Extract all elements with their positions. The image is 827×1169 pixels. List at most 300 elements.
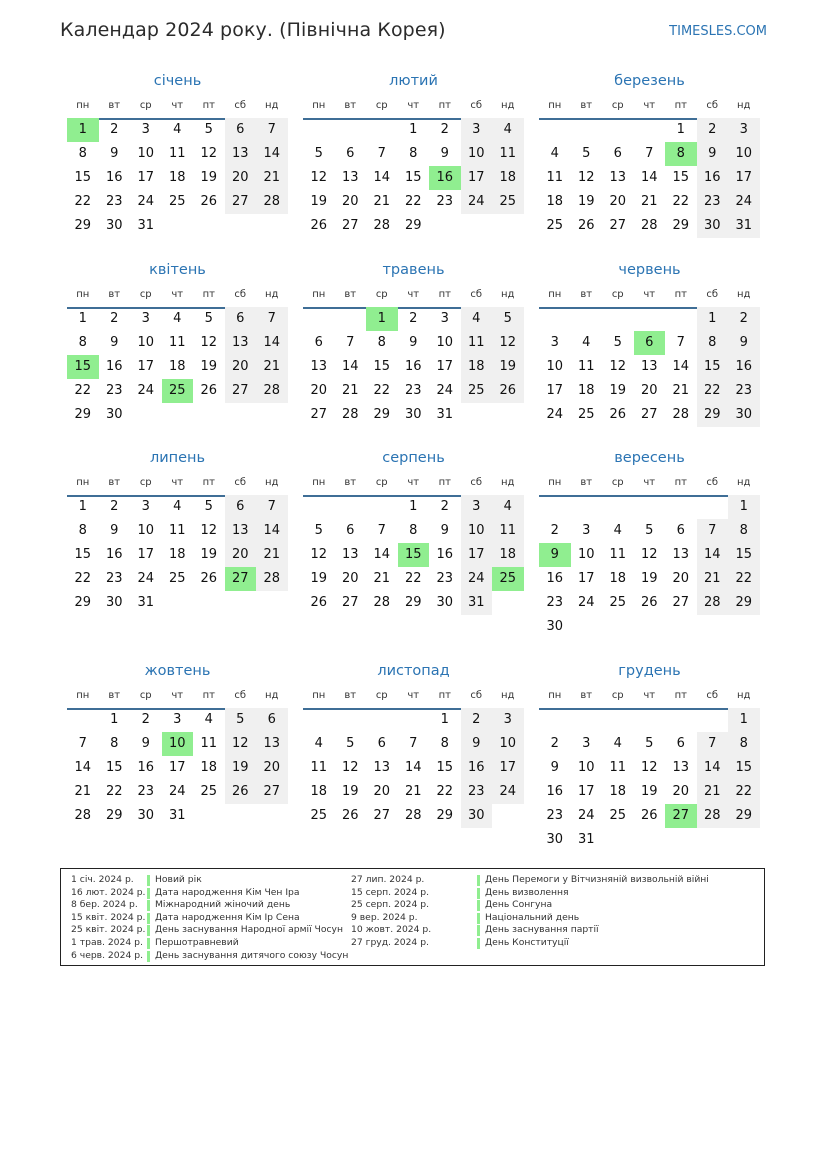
day-cell: 17 bbox=[436, 359, 454, 374]
day-cell: 28 bbox=[640, 218, 658, 233]
day-cell: 11 bbox=[609, 760, 627, 775]
legend-holiday-name: День заснування дитячого союзу Чосун bbox=[155, 949, 349, 961]
day-cell: 26 bbox=[200, 194, 218, 209]
day-cell: 3 bbox=[492, 708, 524, 732]
day-cell: 14 bbox=[373, 547, 391, 562]
day-cell: 17 bbox=[577, 571, 595, 586]
weekday-header: нд bbox=[501, 289, 515, 300]
day-cell: 23 bbox=[546, 808, 564, 823]
day-cell: 5 bbox=[346, 736, 355, 751]
day-cell: 1 bbox=[78, 311, 87, 326]
holiday-swatch-icon bbox=[477, 875, 480, 886]
legend-item bbox=[71, 887, 351, 900]
day-cell: 22 bbox=[697, 379, 729, 403]
day-cell: 28 bbox=[74, 808, 92, 823]
day-cell: 9 bbox=[697, 142, 729, 166]
day-cell: 24 bbox=[577, 808, 595, 823]
day-cell: 1 bbox=[697, 307, 729, 331]
weekday-header: нд bbox=[265, 477, 279, 488]
day-cell: 8 bbox=[409, 146, 418, 161]
day-cell: 20 bbox=[341, 571, 359, 586]
day-cell: 9 bbox=[110, 146, 119, 161]
legend-date: 15 серп. 2024 р. bbox=[351, 886, 430, 898]
day-cell: 27 bbox=[225, 379, 257, 403]
day-cell: 26 bbox=[341, 808, 359, 823]
legend-item bbox=[71, 912, 351, 925]
day-cell: 10 bbox=[137, 146, 155, 161]
legend-holiday-name: Міжнародний жіночий день bbox=[155, 899, 291, 911]
weekday-header: пт bbox=[438, 100, 451, 111]
weekday-header: пн bbox=[312, 100, 326, 111]
day-cell: 29 bbox=[74, 218, 92, 233]
day-cell: 7 bbox=[256, 118, 288, 142]
day-cell: 4 bbox=[613, 523, 622, 538]
holiday-day-cell: 25 bbox=[162, 379, 194, 403]
day-cell: 28 bbox=[341, 407, 359, 422]
weekday-header: чт bbox=[643, 690, 656, 701]
day-cell: 9 bbox=[440, 146, 449, 161]
holiday-swatch-icon bbox=[477, 925, 480, 936]
day-cell: 26 bbox=[640, 808, 658, 823]
legend-item bbox=[351, 899, 751, 912]
holiday-swatch-icon bbox=[147, 951, 150, 962]
weekday-header: ср bbox=[375, 690, 388, 701]
weekday-header: сб bbox=[706, 289, 719, 300]
legend-holiday-name: Дата народження Кім Ір Сена bbox=[155, 911, 300, 923]
day-cell: 13 bbox=[672, 547, 690, 562]
month-name: січень bbox=[153, 73, 202, 89]
day-cell: 12 bbox=[200, 335, 218, 350]
weekday-header: пт bbox=[438, 477, 451, 488]
day-cell: 31 bbox=[577, 832, 595, 847]
day-cell: 30 bbox=[105, 407, 123, 422]
legend-item bbox=[351, 912, 751, 925]
day-cell: 10 bbox=[461, 519, 493, 543]
day-cell: 9 bbox=[141, 736, 150, 751]
holiday-day-cell: 10 bbox=[162, 732, 194, 756]
day-cell: 29 bbox=[404, 595, 422, 610]
holiday-swatch-icon bbox=[477, 913, 480, 924]
day-cell: 8 bbox=[78, 335, 87, 350]
day-cell: 1 bbox=[110, 712, 119, 727]
day-cell: 14 bbox=[640, 170, 658, 185]
day-cell: 24 bbox=[546, 407, 564, 422]
weekday-header: пт bbox=[674, 289, 687, 300]
day-cell: 3 bbox=[582, 736, 591, 751]
day-cell: 16 bbox=[461, 756, 493, 780]
day-cell: 2 bbox=[550, 736, 559, 751]
day-cell: 8 bbox=[78, 523, 87, 538]
holiday-swatch-icon bbox=[147, 888, 150, 899]
weekday-header: нд bbox=[265, 690, 279, 701]
day-cell: 14 bbox=[256, 519, 288, 543]
holiday-swatch-icon bbox=[477, 938, 480, 949]
day-cell: 4 bbox=[204, 712, 213, 727]
legend-item bbox=[351, 937, 751, 950]
weekday-header: нд bbox=[737, 289, 751, 300]
weekday-header: пн bbox=[548, 477, 562, 488]
weekday-header: сб bbox=[234, 477, 247, 488]
day-cell: 12 bbox=[577, 170, 595, 185]
day-cell: 12 bbox=[310, 170, 328, 185]
day-cell: 13 bbox=[225, 331, 257, 355]
day-cell: 4 bbox=[582, 335, 591, 350]
day-cell: 29 bbox=[74, 407, 92, 422]
day-cell: 2 bbox=[110, 499, 119, 514]
day-cell: 17 bbox=[728, 166, 760, 190]
holiday-day-cell: 9 bbox=[539, 543, 571, 567]
weekday-header: нд bbox=[501, 100, 515, 111]
legend-holiday-name: Першотравневий bbox=[155, 937, 239, 948]
day-cell: 7 bbox=[676, 335, 685, 350]
weekday-header: пт bbox=[202, 477, 215, 488]
day-cell: 1 bbox=[409, 499, 418, 514]
holiday-day-cell: 16 bbox=[429, 166, 461, 190]
holiday-day-cell: 1 bbox=[366, 307, 398, 331]
legend-date: 25 квіт. 2024 р. bbox=[71, 924, 146, 936]
day-cell: 19 bbox=[341, 784, 359, 799]
day-cell: 5 bbox=[204, 122, 213, 137]
day-cell: 3 bbox=[440, 311, 449, 326]
day-cell: 28 bbox=[373, 595, 391, 610]
day-cell: 19 bbox=[200, 170, 218, 185]
day-cell: 10 bbox=[461, 142, 493, 166]
weekday-header: чт bbox=[171, 289, 184, 300]
day-cell: 27 bbox=[373, 808, 391, 823]
holiday-swatch-icon bbox=[477, 888, 480, 899]
day-cell: 27 bbox=[341, 595, 359, 610]
page-title: Календар 2024 року. (Північна Корея) bbox=[60, 19, 446, 41]
weekday-header: ср bbox=[611, 690, 624, 701]
day-cell: 18 bbox=[168, 359, 186, 374]
day-cell: 4 bbox=[173, 311, 182, 326]
day-cell: 20 bbox=[672, 784, 690, 799]
day-cell: 12 bbox=[492, 331, 524, 355]
weekday-header: пн bbox=[76, 477, 90, 488]
day-cell: 23 bbox=[436, 571, 454, 586]
day-cell: 28 bbox=[256, 567, 288, 591]
day-cell: 24 bbox=[436, 383, 454, 398]
day-cell: 14 bbox=[256, 142, 288, 166]
day-cell: 6 bbox=[225, 118, 257, 142]
day-cell: 22 bbox=[74, 571, 92, 586]
holiday-swatch-icon bbox=[147, 875, 150, 886]
day-cell: 10 bbox=[137, 335, 155, 350]
day-cell: 27 bbox=[225, 190, 257, 214]
weekday-header: пт bbox=[202, 100, 215, 111]
day-cell: 22 bbox=[436, 784, 454, 799]
weekday-header: вт bbox=[344, 289, 357, 300]
day-cell: 15 bbox=[74, 547, 92, 562]
legend-date: 6 черв. 2024 р. bbox=[71, 949, 143, 961]
day-cell: 5 bbox=[314, 523, 323, 538]
day-cell: 12 bbox=[310, 547, 328, 562]
weekday-header: вт bbox=[580, 100, 593, 111]
day-cell: 4 bbox=[550, 146, 559, 161]
holiday-day-cell: 8 bbox=[665, 142, 697, 166]
day-cell: 18 bbox=[200, 760, 218, 775]
header-divider bbox=[539, 495, 760, 497]
day-cell: 30 bbox=[105, 595, 123, 610]
day-cell: 16 bbox=[404, 359, 422, 374]
day-cell: 2 bbox=[440, 122, 449, 137]
legend-date: 27 груд. 2024 р. bbox=[351, 937, 429, 948]
day-cell: 7 bbox=[256, 495, 288, 519]
weekday-header: пн bbox=[76, 289, 90, 300]
day-cell: 22 bbox=[404, 194, 422, 209]
day-cell: 20 bbox=[225, 543, 257, 567]
weekday-header: нд bbox=[737, 100, 751, 111]
day-cell: 15 bbox=[728, 756, 760, 780]
day-cell: 15 bbox=[436, 760, 454, 775]
day-cell: 22 bbox=[672, 194, 690, 209]
day-cell: 18 bbox=[168, 547, 186, 562]
day-cell: 28 bbox=[404, 808, 422, 823]
day-cell: 24 bbox=[728, 190, 760, 214]
day-cell: 6 bbox=[225, 495, 257, 519]
month-name: березень bbox=[614, 73, 685, 89]
day-cell: 4 bbox=[492, 118, 524, 142]
site-link[interactable]: TIMESLES.COM bbox=[669, 24, 767, 39]
day-cell: 20 bbox=[640, 383, 658, 398]
day-cell: 20 bbox=[225, 355, 257, 379]
day-cell: 23 bbox=[697, 190, 729, 214]
day-cell: 30 bbox=[436, 595, 454, 610]
month-name: серпень bbox=[382, 450, 445, 466]
day-cell: 16 bbox=[105, 359, 123, 374]
weekday-header: вт bbox=[580, 477, 593, 488]
day-cell: 13 bbox=[341, 547, 359, 562]
day-cell: 9 bbox=[461, 732, 493, 756]
day-cell: 29 bbox=[373, 407, 391, 422]
day-cell: 21 bbox=[404, 784, 422, 799]
day-cell: 25 bbox=[461, 379, 493, 403]
day-cell: 16 bbox=[728, 355, 760, 379]
month-name: квітень bbox=[149, 262, 206, 278]
day-cell: 5 bbox=[204, 499, 213, 514]
day-cell: 21 bbox=[672, 383, 690, 398]
legend-item bbox=[71, 874, 351, 887]
day-cell: 11 bbox=[577, 359, 595, 374]
weekday-header: вт bbox=[108, 289, 121, 300]
day-cell: 10 bbox=[577, 547, 595, 562]
day-cell: 4 bbox=[173, 499, 182, 514]
weekday-header: сб bbox=[234, 100, 247, 111]
day-cell: 7 bbox=[377, 146, 386, 161]
weekday-header: чт bbox=[643, 477, 656, 488]
weekday-header: ср bbox=[375, 100, 388, 111]
legend-item bbox=[351, 924, 751, 937]
day-cell: 15 bbox=[74, 170, 92, 185]
day-cell: 27 bbox=[609, 218, 627, 233]
day-cell: 7 bbox=[256, 307, 288, 331]
day-cell: 15 bbox=[697, 355, 729, 379]
day-cell: 5 bbox=[645, 523, 654, 538]
day-cell: 30 bbox=[697, 214, 729, 238]
holiday-swatch-icon bbox=[147, 913, 150, 924]
legend-item bbox=[351, 874, 751, 887]
weekday-header: нд bbox=[265, 100, 279, 111]
day-cell: 11 bbox=[168, 523, 186, 538]
legend-date: 1 трав. 2024 р. bbox=[71, 937, 143, 948]
day-cell: 26 bbox=[225, 780, 257, 804]
day-cell: 12 bbox=[640, 547, 658, 562]
day-cell: 16 bbox=[137, 760, 155, 775]
day-cell: 2 bbox=[141, 712, 150, 727]
day-cell: 27 bbox=[640, 407, 658, 422]
day-cell: 13 bbox=[256, 732, 288, 756]
weekday-header: чт bbox=[643, 100, 656, 111]
day-cell: 24 bbox=[577, 595, 595, 610]
day-cell: 8 bbox=[377, 335, 386, 350]
weekday-header: пт bbox=[674, 100, 687, 111]
day-cell: 3 bbox=[141, 122, 150, 137]
day-cell: 22 bbox=[728, 567, 760, 591]
day-cell: 9 bbox=[728, 331, 760, 355]
legend-date: 9 вер. 2024 р. bbox=[351, 911, 418, 923]
day-cell: 17 bbox=[492, 756, 524, 780]
day-cell: 6 bbox=[676, 523, 685, 538]
weekday-header: пн bbox=[312, 289, 326, 300]
day-cell: 21 bbox=[256, 355, 288, 379]
day-cell: 31 bbox=[461, 591, 493, 615]
day-cell: 6 bbox=[613, 146, 622, 161]
day-cell: 11 bbox=[609, 547, 627, 562]
day-cell: 19 bbox=[640, 784, 658, 799]
day-cell: 3 bbox=[550, 335, 559, 350]
legend-item bbox=[71, 924, 351, 937]
day-cell: 25 bbox=[577, 407, 595, 422]
day-cell: 14 bbox=[256, 331, 288, 355]
weekday-header: пн bbox=[548, 289, 562, 300]
day-cell: 29 bbox=[672, 218, 690, 233]
day-cell: 22 bbox=[74, 194, 92, 209]
day-cell: 30 bbox=[461, 804, 493, 828]
day-cell: 25 bbox=[310, 808, 328, 823]
day-cell: 12 bbox=[609, 359, 627, 374]
day-cell: 12 bbox=[225, 732, 257, 756]
weekday-header: сб bbox=[234, 289, 247, 300]
day-cell: 24 bbox=[137, 383, 155, 398]
legend-holiday-name: Новий рік bbox=[155, 874, 202, 885]
day-cell: 17 bbox=[168, 760, 186, 775]
day-cell: 2 bbox=[110, 122, 119, 137]
weekday-header: чт bbox=[407, 100, 420, 111]
day-cell: 26 bbox=[200, 383, 218, 398]
day-cell: 9 bbox=[440, 523, 449, 538]
weekday-header: пн bbox=[548, 100, 562, 111]
day-cell: 26 bbox=[310, 218, 328, 233]
day-cell: 15 bbox=[373, 359, 391, 374]
day-cell: 2 bbox=[697, 118, 729, 142]
holiday-day-cell: 27 bbox=[665, 804, 697, 828]
day-cell: 3 bbox=[461, 118, 493, 142]
day-cell: 13 bbox=[225, 519, 257, 543]
day-cell: 12 bbox=[200, 523, 218, 538]
day-cell: 16 bbox=[105, 547, 123, 562]
day-cell: 14 bbox=[672, 359, 690, 374]
weekday-header: нд bbox=[737, 690, 751, 701]
day-cell: 24 bbox=[137, 571, 155, 586]
weekday-header: чт bbox=[407, 289, 420, 300]
weekday-header: пт bbox=[202, 690, 215, 701]
day-cell: 3 bbox=[173, 712, 182, 727]
weekday-header: пн bbox=[76, 690, 90, 701]
day-cell: 2 bbox=[728, 307, 760, 331]
day-cell: 21 bbox=[341, 383, 359, 398]
day-cell: 11 bbox=[200, 736, 218, 751]
day-cell: 8 bbox=[728, 519, 760, 543]
day-cell: 19 bbox=[200, 547, 218, 562]
day-cell: 8 bbox=[110, 736, 119, 751]
day-cell: 30 bbox=[728, 403, 760, 427]
day-cell: 15 bbox=[728, 543, 760, 567]
day-cell: 22 bbox=[105, 784, 123, 799]
day-cell: 23 bbox=[546, 595, 564, 610]
day-cell: 18 bbox=[461, 355, 493, 379]
day-cell: 18 bbox=[492, 166, 524, 190]
day-cell: 24 bbox=[461, 567, 493, 591]
holiday-day-cell: 25 bbox=[492, 567, 524, 591]
day-cell: 16 bbox=[697, 166, 729, 190]
day-cell: 26 bbox=[492, 379, 524, 403]
month-name: травень bbox=[382, 262, 445, 278]
day-cell: 26 bbox=[640, 595, 658, 610]
weekday-header: нд bbox=[501, 477, 515, 488]
day-cell: 6 bbox=[256, 708, 288, 732]
day-cell: 10 bbox=[546, 359, 564, 374]
day-cell: 5 bbox=[314, 146, 323, 161]
day-cell: 21 bbox=[697, 780, 729, 804]
day-cell: 30 bbox=[546, 619, 564, 634]
legend-item bbox=[71, 899, 351, 912]
weekday-header: сб bbox=[706, 477, 719, 488]
weekday-header: чт bbox=[407, 690, 420, 701]
day-cell: 21 bbox=[697, 567, 729, 591]
day-cell: 5 bbox=[225, 708, 257, 732]
day-cell: 14 bbox=[697, 543, 729, 567]
day-cell: 30 bbox=[137, 808, 155, 823]
day-cell: 22 bbox=[728, 780, 760, 804]
day-cell: 1 bbox=[409, 122, 418, 137]
day-cell: 10 bbox=[577, 760, 595, 775]
day-cell: 7 bbox=[377, 523, 386, 538]
day-cell: 2 bbox=[440, 499, 449, 514]
day-cell: 23 bbox=[105, 571, 123, 586]
holiday-day-cell: 1 bbox=[67, 118, 99, 142]
month-name: листопад bbox=[377, 663, 450, 679]
day-cell: 15 bbox=[105, 760, 123, 775]
weekday-header: чт bbox=[407, 477, 420, 488]
day-cell: 28 bbox=[697, 591, 729, 615]
day-cell: 25 bbox=[200, 784, 218, 799]
day-cell: 11 bbox=[168, 335, 186, 350]
day-cell: 15 bbox=[404, 170, 422, 185]
legend-holiday-name: Дата народження Кім Чен Іра bbox=[155, 886, 300, 898]
weekday-header: ср bbox=[375, 289, 388, 300]
day-cell: 7 bbox=[78, 736, 87, 751]
weekday-header: вт bbox=[580, 289, 593, 300]
day-cell: 11 bbox=[492, 142, 524, 166]
day-cell: 24 bbox=[168, 784, 186, 799]
day-cell: 21 bbox=[256, 166, 288, 190]
day-cell: 6 bbox=[346, 523, 355, 538]
weekday-header: сб bbox=[470, 289, 483, 300]
month-name: липень bbox=[149, 450, 206, 466]
month-name: лютий bbox=[389, 73, 438, 89]
day-cell: 6 bbox=[676, 736, 685, 751]
day-cell: 14 bbox=[697, 756, 729, 780]
